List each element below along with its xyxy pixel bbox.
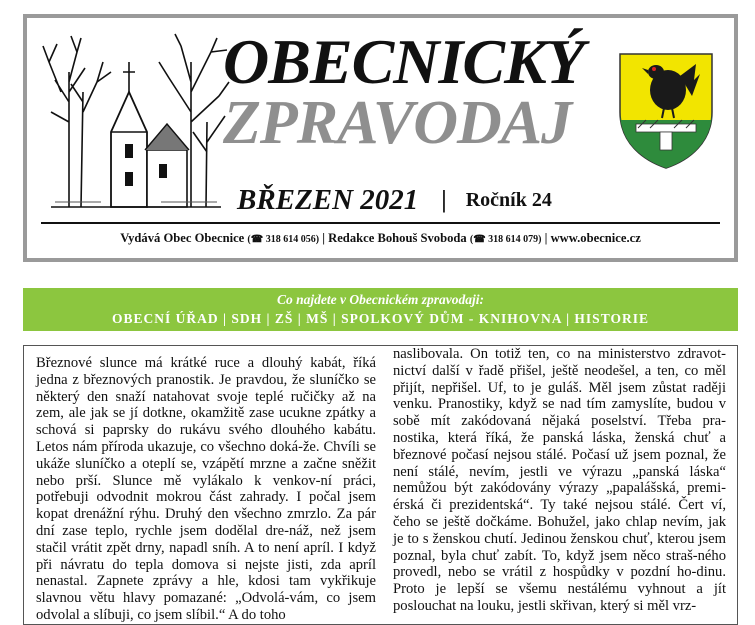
issue-date: BŘEZEN 2021: [237, 183, 419, 216]
publisher-info: [41, 231, 720, 246]
masthead-divider: [41, 222, 720, 224]
coat-of-arms-icon: [616, 50, 716, 170]
contents-sections: OBECNÍ ÚŘAD | SDH | ZŠ | MŠ | SPOLKOVÝ DŮM - KNIHOVNA | HISTORIE: [112, 311, 649, 326]
newsletter-title-line2: ZPRAVODAJ: [223, 89, 572, 157]
church-illustration: [41, 32, 231, 210]
article-text-left: Březnové slunce má krátké ruce a dlouhý kabát, říká jedna z březnových pranostik. Je pravdou, že sluníčko se některý den snaží natahovat svoje teplé ručičky až na zem, ale jak se jí dotkne, okamžitě zase ucukne zpátky a schová si paprsky do rukávu svého dlouhého kabátu. Letos nám příroda ukazuje, co všechno doká-že. Chvíli se ukáže sluníčko a oteplí se, vzápětí mrzne a začne sněžit nebo prší. Slunce mě vylákalo k venkov-ní práci, potřebuji odvodnit mokrou část zahrady. I počal jsem kopat drenážní rýhu. Druhý den všechno zmrzlo. Za pár dní zase teplo, rychle jsem dodělal dre-náž, než jsem stačil vrátit zpět drny, napadl sníh. A to není apríl. I když při návratu do tepla domova si nejste jisti, zda apríl nenastal. Zapnete zprávy a hle, kdosi tam vykřikuje slavnou větu hlavy pomazané: „Odvolá-vám, co jsem odvolal a slíbuji, co jsem slíbil.“ A do toho: [36, 355, 376, 623]
issue-info: [237, 180, 552, 220]
pubinfo-separator: |: [322, 231, 329, 245]
publisher-name: Vydává Obec Obecnice: [120, 231, 245, 245]
article-box: [23, 345, 738, 625]
contents-title: Co najdete v Obecnickém zpravodaji:: [277, 292, 484, 307]
website-link[interactable]: www.obecnice.cz: [550, 231, 641, 245]
newsletter-title-line1: OBECNICKÝ: [223, 26, 584, 97]
masthead: [23, 14, 738, 262]
article-text-right: naslibovala. On totiž ten, co na ministerstvo zdravot-nictví další v řadě přišel, ještě neodešel, a ten, co měl přijít, nepřišel. Uf, to je guláš. Měl jsem zůstat raději venku. Pranostiky, když se nad tím zamyslíte, budou v sobě mít zakódovaná nějaká poselství. Třeba pra-nostika, která říká, že panská láska, ženská chuť a březnové počasí nejsou stálé. Počasí už jsem poznal, že není stálé, nevím, jestli ve výrazu „panská láska“ nemůžou být zakódovány výrazy „papalášská, premi-érská či prezidentská“. Ty také nejsou stálé. Čert ví, čeho se ještě dočkáme. Bohužel, jako chlap nevím, jak je to s ženskou chutí. Jedinou ženskou chuť, kterou jsem poznal, byla chuť zabít. To, když jsem něco straš-ného provedl, nebo se vrátil z hospůdky v pozdní ho-dinu. Proto je lepší se všemu nestálému vyhnout a jít poslouchat na louku, jestli skřivan, který si měl vrz-: [393, 346, 726, 614]
issue-separator: |: [440, 187, 448, 213]
editor-phone: (☎ 318 614 079): [469, 234, 542, 245]
article-column-right: [393, 346, 726, 615]
pubinfo-separator: |: [544, 231, 551, 245]
editor-name: Redakce Bohouš Svoboda: [328, 231, 467, 245]
issue-volume: Ročník 24: [465, 188, 552, 211]
contents-bar: [23, 288, 738, 331]
publisher-phone: (☎ 318 614 056): [247, 234, 320, 245]
article-column-left: [36, 355, 376, 624]
